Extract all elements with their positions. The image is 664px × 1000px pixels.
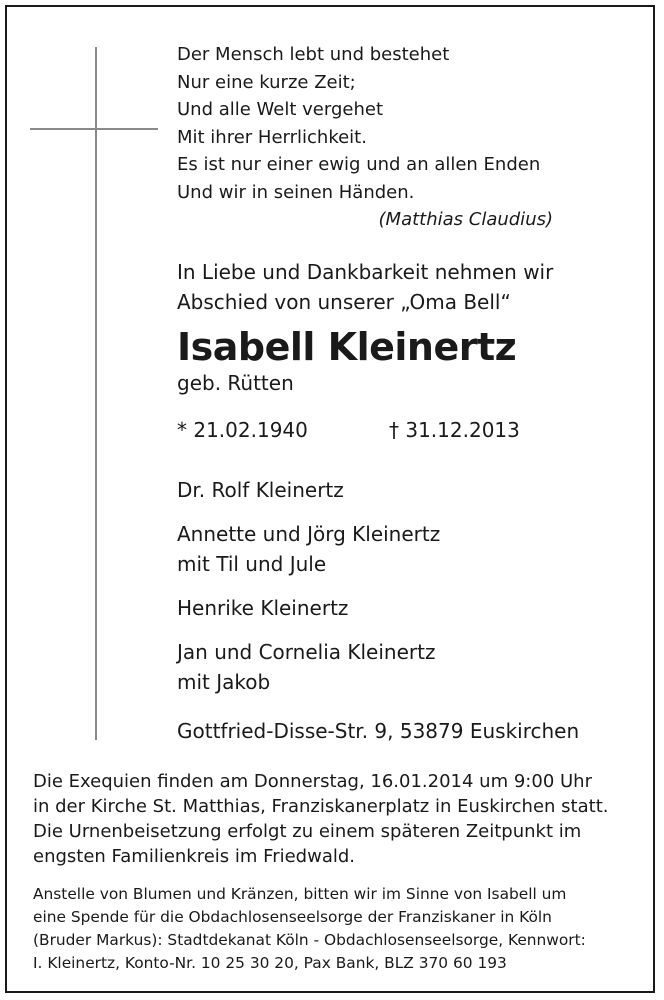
cross-vertical-beam [95,47,97,740]
family-entry-line: Dr. Rolf Kleinertz [177,478,344,502]
funeral-details [33,769,643,869]
poem-line: Der Mensch lebt und bestehet [177,44,450,65]
birth-date: * 21.02.1940 [177,418,308,442]
poem-line: Mit ihrer Herrlichkeit. [177,126,367,148]
deceased-name: Isabell Kleinertz [177,325,517,369]
donation-note-line: eine Spende für die Obdachlosenseelsorge der Franziskaner in Köln [33,908,552,926]
funeral-details-line: Die Urnenbeisetzung erfolgt zu einem späteren Zeitpunkt im [33,821,582,842]
family-list [177,475,440,711]
family-entry-line: Henrike Kleinertz [177,596,349,620]
donation-note-line: Anstelle von Blumen und Kränzen, bitten wir im Sinne von Isabell um [33,885,567,903]
poem-author: (Matthias Claudius) [378,209,553,230]
donation-note [33,883,643,975]
family-entry-line: Jan und Cornelia Kleinertz [177,640,436,664]
family-entry [177,637,440,697]
obituary-frame [5,5,655,993]
maiden-name: geb. Rütten [177,371,294,395]
poem-line: Und alle Welt vergehet [177,99,384,120]
intro-line: Abschied von unserer „Oma Bell“ [177,290,511,314]
family-entry [177,475,440,505]
cross-horizontal-beam [30,128,158,130]
intro-line: In Liebe und Dankbarkeit nehmen wir [177,260,554,284]
family-entry [177,519,440,579]
donation-note-line: (Bruder Markus): Stadtdekanat Köln - Obdachlosenseelsorge, Kennwort: [33,931,586,949]
family-address: Gottfried-Disse-Str. 9, 53879 Euskirchen [177,719,580,743]
funeral-details-line: Die Exequien finden am Donnerstag, 16.01.2014 um 9:00 Uhr [33,771,592,792]
poem-line: Es ist nur einer ewig und an allen Enden [177,154,541,175]
poem-line: Nur eine kurze Zeit; [177,71,356,93]
intro-text [177,257,553,317]
family-entry [177,593,440,623]
donation-note-line: I. Kleinertz, Konto-Nr. 10 25 30 20, Pax Bank, BLZ 370 60 193 [33,954,507,972]
death-date: † 31.12.2013 [389,418,520,442]
family-entry-line: mit Til und Jule [177,552,327,576]
poem [177,41,540,206]
family-entry-line: Annette und Jörg Kleinertz [177,522,441,546]
poem-line: Und wir in seinen Händen. [177,181,415,203]
funeral-details-line: engsten Familienkreis im Friedwald. [33,846,356,867]
funeral-details-line: in der Kirche St. Matthias, Franziskanerplatz in Euskirchen statt. [33,796,609,817]
family-entry-line: mit Jakob [177,670,271,694]
